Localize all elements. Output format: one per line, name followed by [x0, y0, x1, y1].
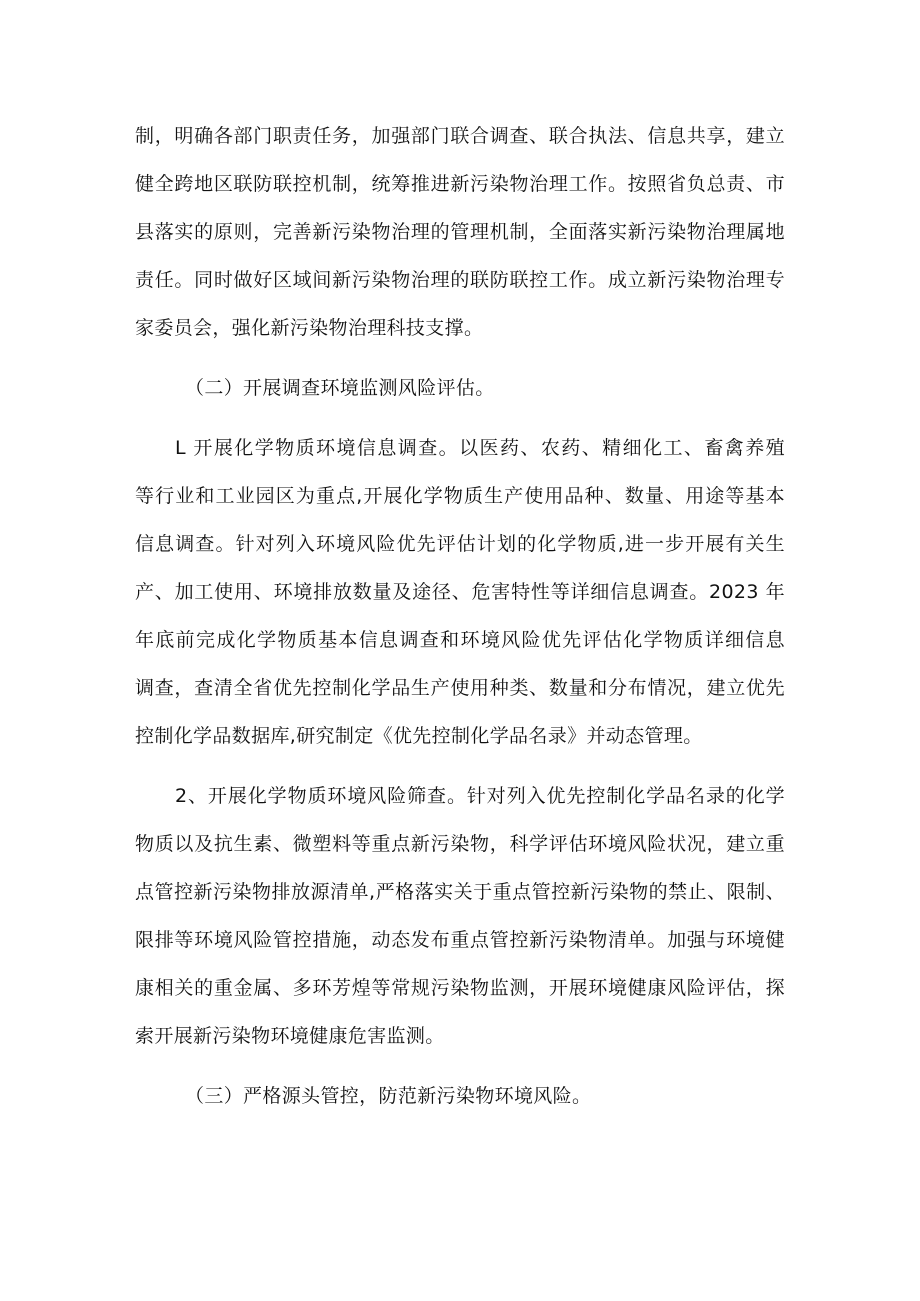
paragraph-line: 控制化学品数据库,研究制定《优先控制化学品名录》并动态管理。 [135, 725, 703, 747]
paragraph-line: 产、加工使用、环境排放数量及途径、危害特性等详细信息调查。2023 年 [135, 581, 785, 603]
paragraph-line: 物质以及抗生素、微塑料等重点新污染物，科学评估环境风险状况，建立重 [135, 833, 785, 855]
section-heading: （三）严格源头管控，防范新污染物环境风险。 [185, 1085, 592, 1107]
paragraph-line: 索开展新污染物环境健康危害监测。 [135, 1025, 445, 1047]
paragraph-line: 信息调查。针对列入环境风险优先评估计划的化学物质,进一步开展有关生 [135, 533, 785, 555]
paragraph-line: 康相关的重金属、多环芳煌等常规污染物监测，开展环境健康风险评估，探 [135, 977, 785, 999]
paragraph-line: 健全跨地区联防联控机制，统筹推进新污染物治理工作。按照省负总责、市 [135, 173, 785, 195]
paragraph-line: 家委员会，强化新污染物治理科技支撑。 [135, 317, 484, 339]
paragraph-line: 2、开展化学物质环境风险筛查。针对列入优先控制化学品名录的化学 [175, 785, 785, 807]
paragraph-line: 年底前完成化学物质基本信息调查和环境风险优先评估化学物质详细信息 [135, 629, 785, 651]
section-heading: （二）开展调查环境监测风险评估。 [185, 377, 495, 399]
paragraph-line: 限排等环境风险管控措施，动态发布重点管控新污染物清单。加强与环境健 [135, 929, 785, 951]
paragraph-line: L 开展化学物质环境信息调查。以医药、农药、精细化工、畜禽养殖 [175, 437, 785, 459]
paragraph-line: 责任。同时做好区域间新污染物治理的联防联控工作。成立新污染物治理专 [135, 269, 785, 291]
paragraph-line: 点管控新污染物排放源清单,严格落实关于重点管控新污染物的禁止、限制、 [135, 881, 785, 903]
paragraph-line: 等行业和工业园区为重点,开展化学物质生产使用品种、数量、用途等基本 [135, 485, 785, 507]
paragraph-line: 县落实的原则，完善新污染物治理的管理机制，全面落实新污染物治理属地 [135, 221, 785, 243]
paragraph-line: 制，明确各部门职责任务，加强部门联合调查、联合执法、信息共享，建立 [135, 125, 785, 147]
paragraph-line: 调查，查清全省优先控制化学品生产使用种类、数量和分布情况，建立优先 [135, 677, 785, 699]
